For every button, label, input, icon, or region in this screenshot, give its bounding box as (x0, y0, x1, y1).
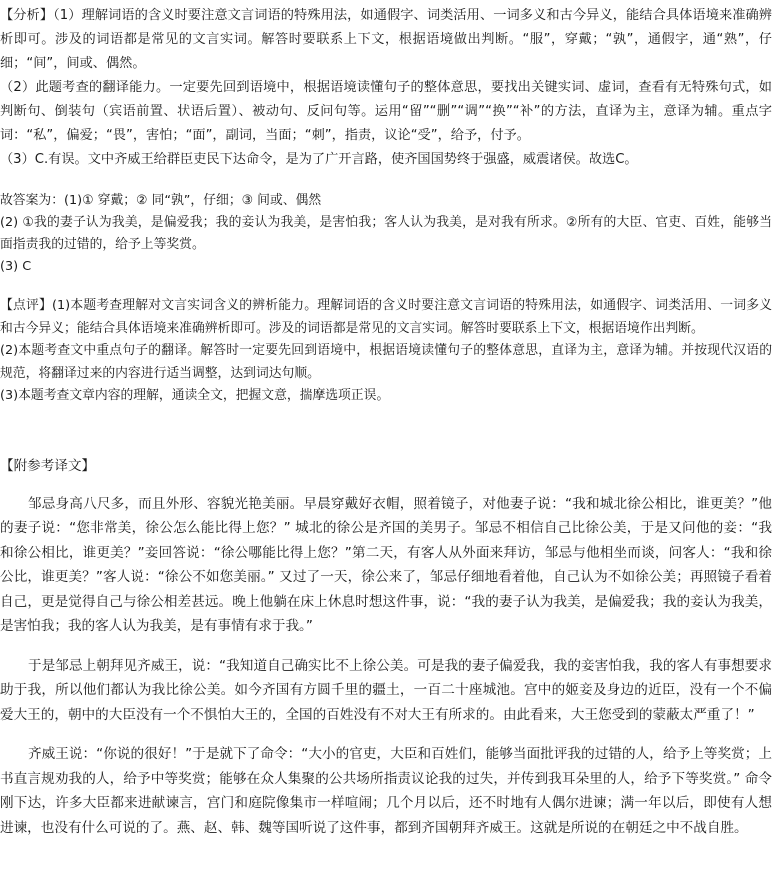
answer-line-2: (2) ①我的妻子认为我美，是偏爱我；我的妾认为我美，是害怕我；客人认为我美，是对我有所求。②所有的大臣、官吏、百姓，能够当面指责我的过错的，给予上等奖赏。 (0, 215, 772, 252)
analysis-paragraph-3: （3）C.有误。文中齐威王给群臣吏民下达命令，是为了广开言路，使齐国国势终于强盛，威震诸侯。故选C。 (0, 152, 638, 167)
translation-paragraph-3: 齐威王说：“你说的很好！”于是就下了命令：“大小的官吏，大臣和百姓们，能够当面批评我的过错的人，给予上等奖赏；上书直言规劝我的人，给予中等奖赏；能够在众人集聚的公共场所指责议论我的过失，并传到我耳朵里的人，给予下等奖赏。” 命令刚下达，许多大臣都来进献谏言，宫门和庭院像集市一样喧闹；几个月以后，还不时地有人偶尔进谏；满一年以后，即使有人想进谏，也没有什么可说的了。燕、赵、韩、魏等国听说了这件事，都到齐国朝拜齐威王。这就是所说的在朝廷之中不战自胜。 (0, 746, 772, 836)
translation-paragraph-2: 于是邹忌上朝拜见齐威王，说：“我知道自己确实比不上徐公美。可是我的妻子偏爱我，我的妾害怕我，我的客人有事想要求助于我，所以他们都认为我比徐公美。如今齐国有方圆千里的疆土，一百二十座城池。宫中的姬妾及身边的近臣，没有一个不偏爱大王的，朝中的大臣没有一个不惧怕大王的，全国的百姓没有不对大王有所求的。由此看来，大王您受到的蒙蔽太严重了！” (0, 657, 772, 723)
answer-section (0, 190, 772, 278)
analysis-header: 【分析】 (0, 8, 54, 23)
comment-paragraph-3: (3)本题考查文章内容的理解，通读全文，把握文意，揣摩选项正误。 (0, 388, 390, 403)
answer-line-1: 故答案为：(1)① 穿戴；② 同“孰”，仔细；③ 间或、偶然 (0, 193, 322, 208)
analysis-paragraph-1 (0, 4, 772, 76)
analysis-paragraph-2: （2）此题考查的翻译能力。一定要先回到语境中，根据语境读懂句子的整体意思，要找出关键实词、虚词，查看有无特殊句式，如判断句、倒装句（宾语前置、状语后置）、被动句、反问句等。运用“留”“删”“调”“换”“补”的方法，直译为主，意译为辅。重点字词：“私”，偏爱；“畏”，害怕；“面”，副词，当面；“刺”，指责，议论“受”，给予，付予。 (0, 80, 772, 143)
comment-paragraph-2: (2)本题考查文中重点句子的翻译。解答时一定要先回到语境中，根据语境读懂句子的整体意思，直译为主，意译为辅。并按现代汉语的规范，将翻译过来的内容进行适当调整，达到词达句顺。 (0, 343, 772, 381)
answer-line-3: (3) C (0, 259, 32, 274)
analysis-section (0, 4, 772, 172)
translation-section (0, 454, 772, 855)
analysis-text-1: （1）理解词语的含义时要注意文言词语的特殊用法，如通假字、词类活用、一词多义和古今异义，能结合具体语境来准确辨析即可。涉及的词语都是常见的文言实词。解答时要联系上下文，根据语境做出判断。“服”，穿戴；“孰”，通假字，通“熟”，仔细；“间”，间或、偶然。 (0, 8, 772, 71)
comment-paragraph-1: 【点评】(1)本题考查理解对文言实词含义的辨析能力。理解词语的含义时要注意文言词语的特殊用法，如通假字、词类活用、一词多义和古今异义；能结合具体语境来准确辨析即可。涉及的词语都是常见的文言实词。解答时要联系上下文，根据语境作出判断。 (0, 298, 772, 336)
translation-paragraph-1: 邹忌身高八尺多，而且外形、容貌光艳美丽。早晨穿戴好衣帽，照着镜子，对他妻子说：“我和城北徐公相比，谁更美？”他的妻子说：“您非常美，徐公怎么能比得上您？” 城北的徐公是齐国的美男子。邹忌不相信自己比徐公美，于是又问他的妾：“我和徐公相比，谁更美？”妾回答说：“徐公哪能比得上您？”第二天，有客人从外面来拜访，邹忌与他相坐而谈，问客人：“我和徐公比，谁更美？”客人说：“徐公不如您美丽。” 又过了一天，徐公来了，邹忌仔细地看着他，自己认为不如徐公美；再照镜子看着自己，更是觉得自己与徐公相差甚远。晚上他躺在床上休息时想这件事，说：“我的妻子认为我美，是偏爱我；我的妾认为我美，是害怕我；我的客人认为我美，是有事情有求于我。” (0, 495, 772, 634)
translation-header: 【附参考译文】 (0, 458, 96, 474)
comment-section (0, 295, 772, 408)
